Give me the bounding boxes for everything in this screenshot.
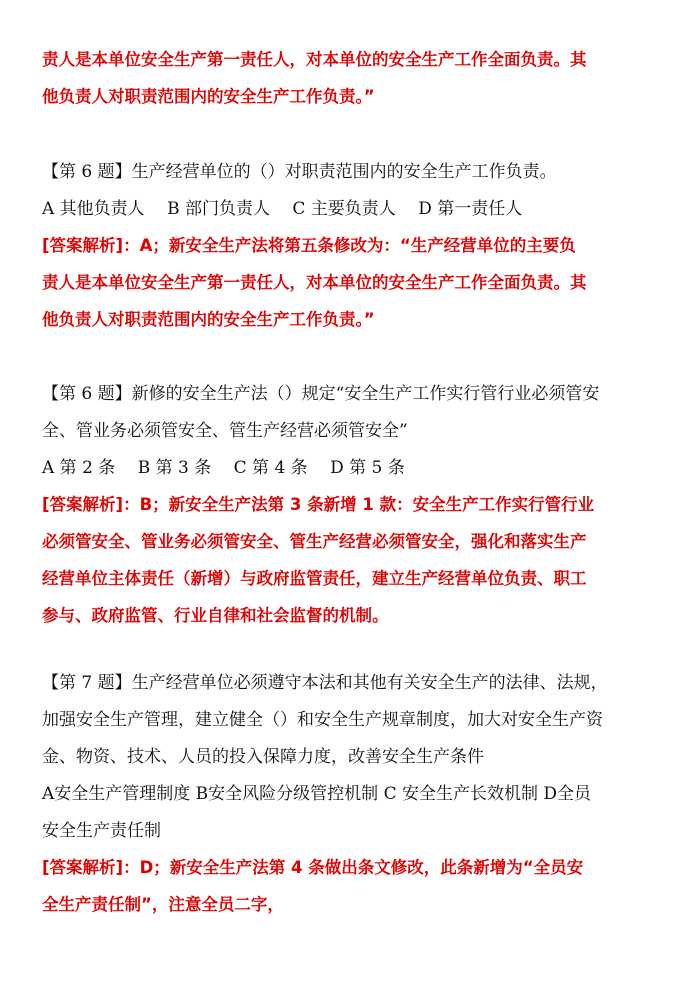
question-text-line: 【第 6 题】新修的安全生产法（）规定“安全生产工作实行管行业必须管安 — [42, 384, 600, 404]
answer-analysis-line: 他负责人对职责范围内的安全生产工作负责。” — [42, 87, 375, 106]
question-text-line: 【第 6 题】生产经营单位的（）对职责范围内的安全生产工作负责。 — [42, 162, 557, 182]
question-text-line: 【第 7 题】生产经营单位必须遵守本法和其他有关安全生产的法律、法规， — [42, 673, 608, 693]
question-text-line: 全、管业务必须管安全、管生产经营必须管安全” — [42, 421, 408, 441]
question-options-line: A 第 2 条 B 第 3 条 C 第 4 条 D 第 5 条 — [42, 458, 405, 478]
answer-analysis-line: 参与、政府监管、行业自律和社会监督的机制。 — [42, 606, 389, 625]
question-text-line: 金、物资、技术、人员的投入保障力度，改善安全生产条件 — [42, 747, 484, 767]
question-options-line: 安全生产责任制 — [42, 821, 161, 841]
answer-analysis-line: 责人是本单位安全生产第一责任人，对本单位的安全生产工作全面负责。其 — [42, 50, 587, 69]
answer-analysis-line: 必须管安全、管业务必须管安全、管生产经营必须管安全，强化和落实生产 — [42, 532, 587, 551]
answer-analysis-line: 经营单位主体责任（新增）与政府监管责任，建立生产经营单位负责、职工 — [42, 569, 587, 588]
answer-analysis-line: [答案解析]：A；新安全生产法将第五条修改为：“生产经营单位的主要负 — [42, 236, 576, 255]
answer-analysis-line: [答案解析]：D；新安全生产法第 4 条做出条文修改，此条新增为“全员安 — [42, 858, 584, 877]
answer-analysis-line: 责人是本单位安全生产第一责任人，对本单位的安全生产工作全面负责。其 — [42, 273, 587, 292]
question-options-line: A安全生产管理制度 B安全风险分级管控机制 C 安全生产长效机制 D全员 — [42, 784, 592, 804]
answer-analysis-line: [答案解析]：B；新安全生产法第 3 条新增 1 款：安全生产工作实行管行业 — [42, 495, 595, 514]
question-options-line: A 其他负责人 B 部门负责人 C 主要负责人 D 第一责任人 — [42, 199, 523, 219]
answer-analysis-line: 他负责人对职责范围内的安全生产工作负责。” — [42, 310, 375, 329]
question-text-line: 加强安全生产管理，建立健全（）和安全生产规章制度，加大对安全生产资 — [42, 710, 603, 730]
answer-analysis-line: 全生产责任制”，注意全员二字， — [42, 895, 284, 914]
